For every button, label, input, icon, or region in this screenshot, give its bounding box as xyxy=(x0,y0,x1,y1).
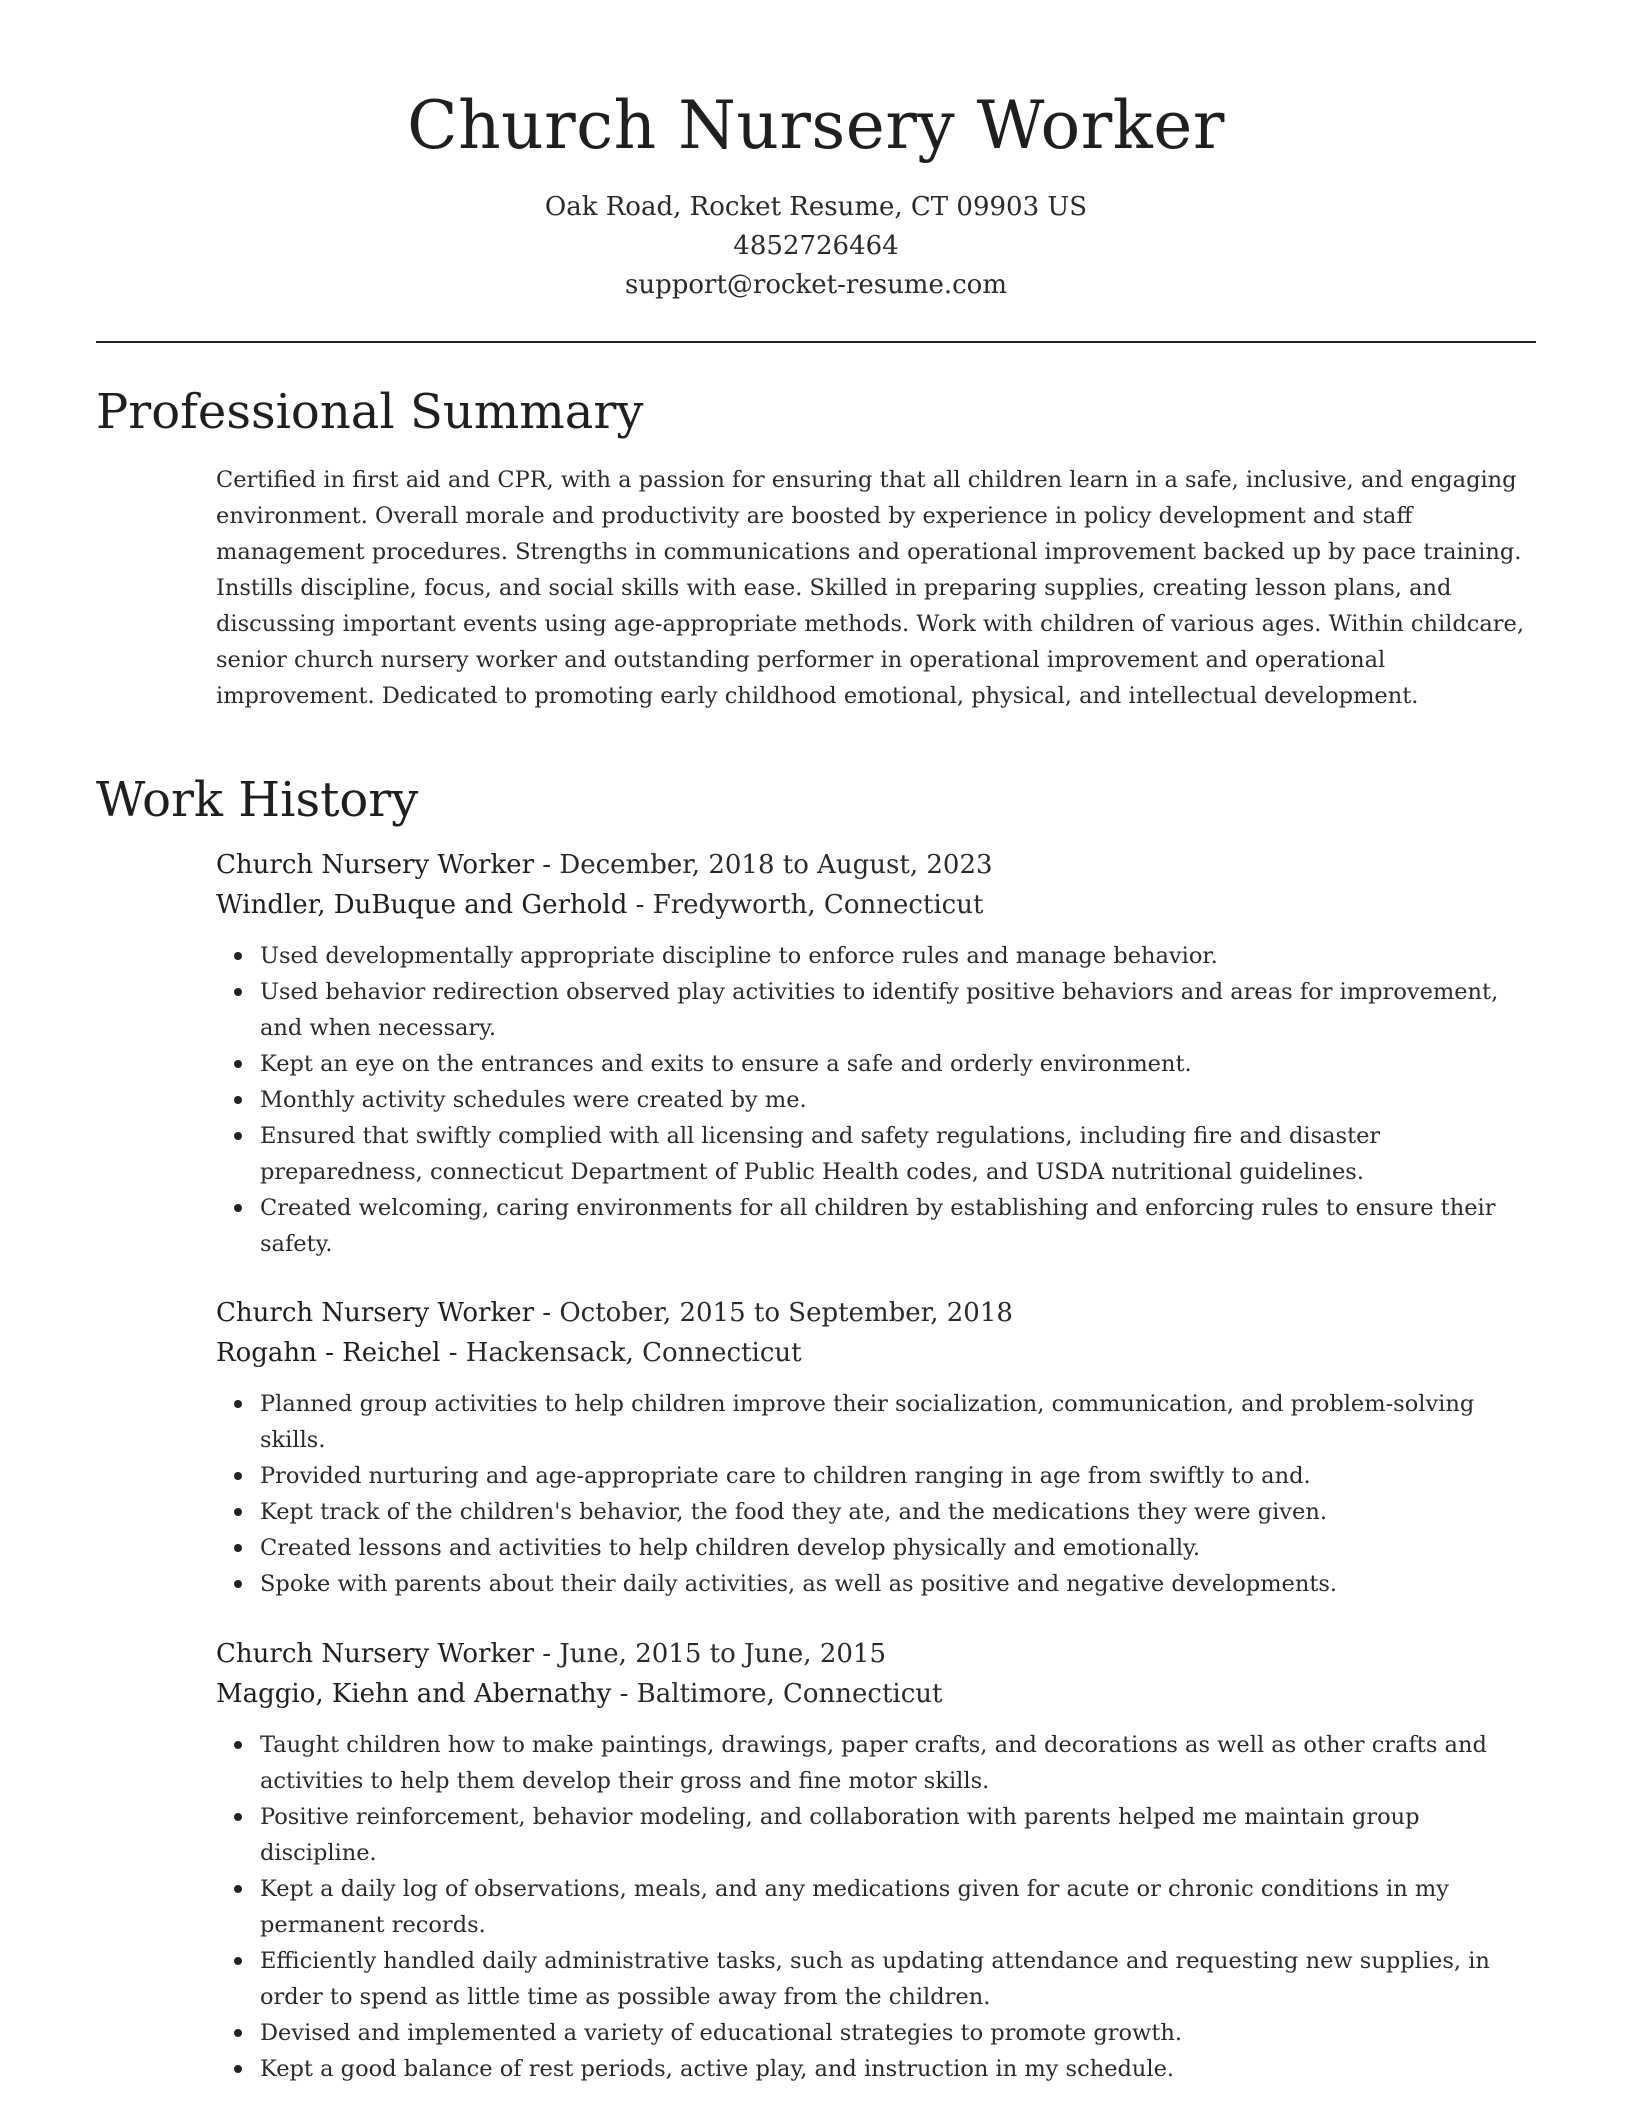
job-bullet: Monthly activity schedules were created by me. xyxy=(260,1082,1536,1118)
candidate-name: Church Nursery Worker xyxy=(407,87,1225,164)
job-bullet: Devised and implemented a variety of educational strategies to promote growth. xyxy=(260,2015,1536,2051)
job-location: Hackensack, Connecticut xyxy=(465,1338,802,1368)
job-bullet-list xyxy=(216,938,1536,1262)
contact-address: Oak Road, Rocket Resume, CT 09903 US xyxy=(544,192,1088,222)
job-bullet: Used developmentally appropriate discipline to enforce rules and manage behavior. xyxy=(260,938,1536,974)
job-title-line xyxy=(216,1634,1536,1674)
job-location: Fredyworth, Connecticut xyxy=(652,890,984,920)
job-company: Rogahn - Reichel xyxy=(216,1338,441,1368)
job-bullet: Efficiently handled daily administrative tasks, such as updating attendance and requesting new supplies, in order to spend as little time as possible away from the children. xyxy=(260,1943,1536,2015)
job-bullet: Kept a good balance of rest periods, active play, and instruction in my schedule. xyxy=(260,2051,1536,2087)
job-bullet: Used behavior redirection observed play activities to identify positive behaviors and areas for improvement, and when necessary. xyxy=(260,974,1536,1046)
job-dates: June, 2015 to June, 2015 xyxy=(559,1639,886,1669)
job-company-line xyxy=(216,1333,1536,1373)
job-separator: - xyxy=(534,1639,560,1669)
job-bullet: Ensured that swiftly complied with all licensing and safety regulations, including fire and disaster preparedness, connecticut Department of Public Health codes, and USDA nutritional guidelines. xyxy=(260,1118,1536,1190)
job-bullet: Positive reinforcement, behavior modeling, and collaboration with parents helped me maintain group discipline. xyxy=(260,1799,1536,1871)
job-bullet: Planned group activities to help children improve their socialization, communication, and problem-solving skills. xyxy=(260,1386,1536,1458)
job-company: Windler, DuBuque and Gerhold xyxy=(216,890,628,920)
job-bullet: Created welcoming, caring environments for all children by establishing and enforcing rules to ensure their safety. xyxy=(260,1190,1536,1262)
job-entry xyxy=(216,845,1536,1262)
job-dates: October, 2015 to September, 2018 xyxy=(559,1298,1013,1328)
job-bullet: Kept an eye on the entrances and exits to ensure a safe and orderly environment. xyxy=(260,1046,1536,1082)
job-company-line xyxy=(216,885,1536,925)
job-company-line xyxy=(216,1674,1536,1714)
job-entry xyxy=(216,1293,1536,1602)
resume-header xyxy=(0,0,1632,305)
job-company: Maggio, Kiehn and Abernathy xyxy=(216,1679,612,1709)
job-bullet: Taught children how to make paintings, drawings, paper crafts, and decorations as well as other crafts and activities to help them develop their gross and fine motor skills. xyxy=(260,1727,1536,1799)
job-bullet: Created lessons and activities to help children develop physically and emotionally. xyxy=(260,1530,1536,1566)
job-title-line xyxy=(216,845,1536,885)
contact-phone: 4852726464 xyxy=(733,231,899,261)
job-title: Church Nursery Worker xyxy=(216,850,535,880)
header-divider xyxy=(96,341,1536,343)
job-bullet: Provided nurturing and age-appropriate care to children ranging in age from swiftly to and. xyxy=(260,1458,1536,1494)
job-separator: - xyxy=(627,890,653,920)
job-title: Church Nursery Worker xyxy=(216,1298,535,1328)
job-title: Church Nursery Worker xyxy=(216,1639,535,1669)
summary-text: Certified in first aid and CPR, with a passion for ensuring that all children learn in a safe, inclusive, and engaging environment. Overall morale and productivity are boosted by experience in policy development and staff management procedures. Strengths in communications and operational improvement backed up by pace training. Instills discipline, focus, and social skills with ease. Skilled in preparing supplies, creating lesson plans, and discussing important events using age-appropriate methods. Work with children of various ages. Within childcare, senior church nursery worker and outstanding performer in operational improvement and operational improvement. Dedicated to promoting early childhood emotional, physical, and intellectual development. xyxy=(216,467,1524,709)
job-separator: - xyxy=(534,850,560,880)
job-dates: December, 2018 to August, 2023 xyxy=(559,850,993,880)
contact-info xyxy=(0,188,1632,305)
job-bullet-list xyxy=(216,1386,1536,1602)
summary-heading: Professional Summary xyxy=(96,384,644,440)
job-separator: - xyxy=(440,1338,466,1368)
job-location: Baltimore, Connecticut xyxy=(636,1679,943,1709)
contact-email: support@rocket-resume.com xyxy=(624,270,1007,300)
job-separator: - xyxy=(611,1679,637,1709)
job-separator: - xyxy=(534,1298,560,1328)
job-bullet: Kept a daily log of observations, meals, and any medications given for acute or chronic conditions in my permanent records. xyxy=(260,1871,1536,1943)
work-history-heading: Work History xyxy=(96,772,419,828)
job-title-line xyxy=(216,1293,1536,1333)
job-entry xyxy=(216,1634,1536,2087)
job-bullet: Spoke with parents about their daily activities, as well as positive and negative developments. xyxy=(260,1566,1536,1602)
job-bullet-list xyxy=(216,1727,1536,2087)
job-bullet: Kept track of the children's behavior, the food they ate, and the medications they were given. xyxy=(260,1494,1536,1530)
